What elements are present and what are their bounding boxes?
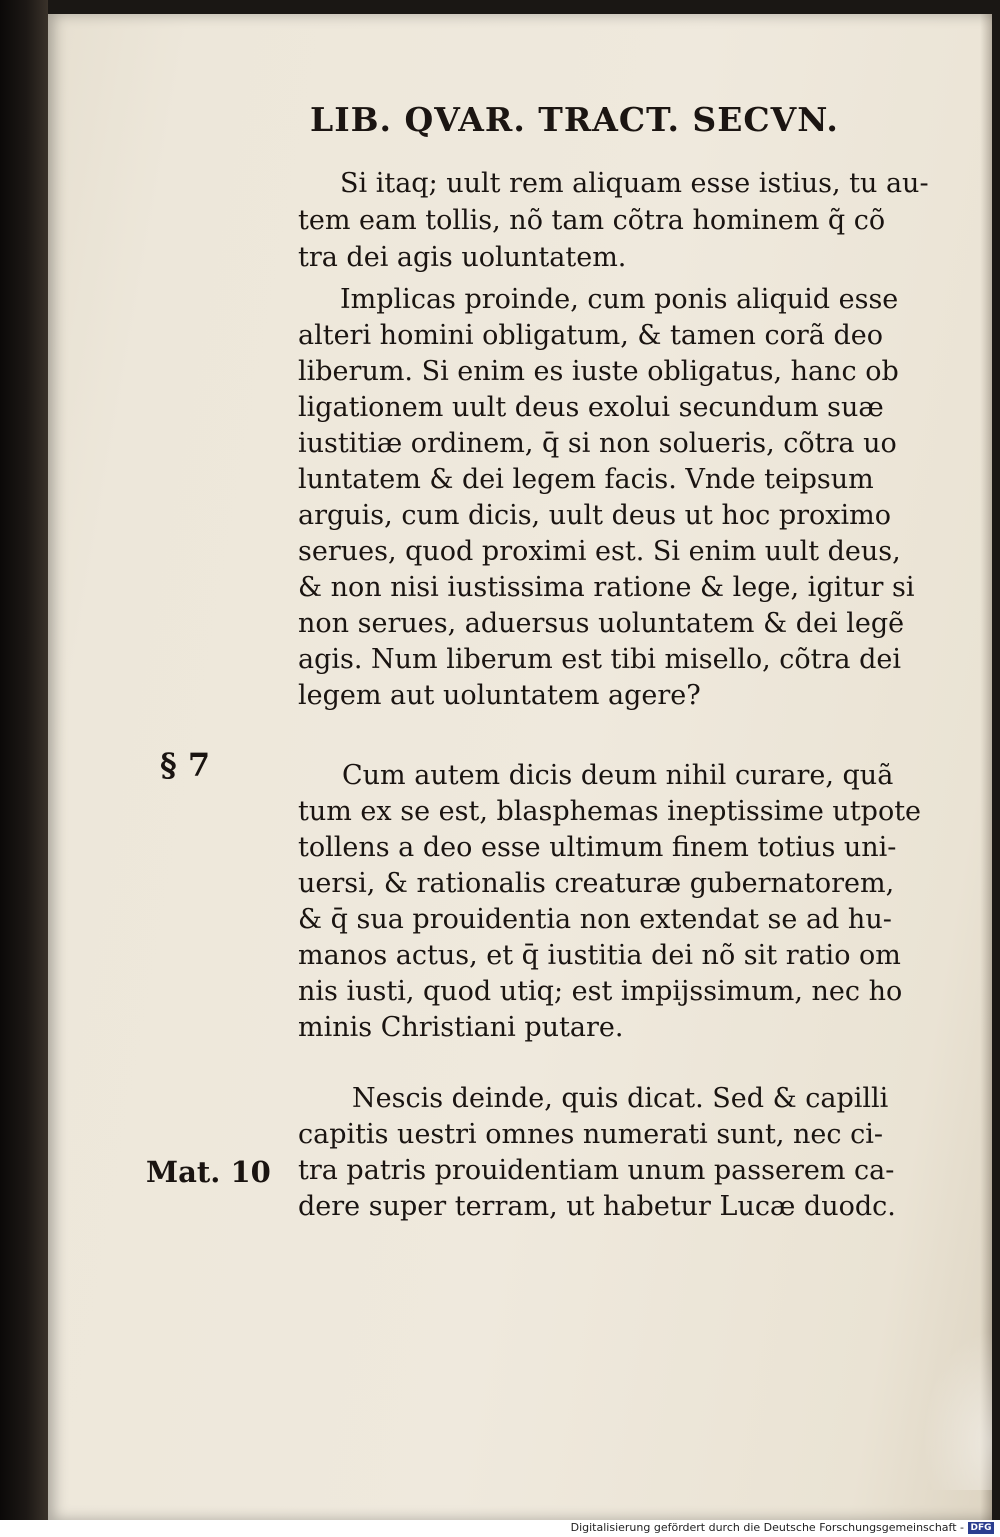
section-mark: § 7 [160, 746, 211, 784]
book-spine [0, 0, 48, 1537]
text-line: Nescis deinde, quis dicat. Sed & capilli [352, 1083, 889, 1114]
text-line: tra patris prouidentiam unum passerem ca- [298, 1155, 895, 1186]
text-line: Cum autem dicis deum nihil curare, quã [342, 760, 894, 791]
text-line: luntatem & dei legem facis. Vnde teipsum [298, 464, 874, 495]
text-line: uersi, & rationalis creaturæ gubernatorem, [298, 868, 895, 899]
text-line: serues, quod proximi est. Si enim uult deus, [298, 536, 901, 567]
running-head: LIB. QVAR. TRACT. SECVN. [310, 100, 839, 139]
text-line: capitis uestri omnes numerati sunt, nec ci- [298, 1119, 883, 1150]
text-line: minis Christiani putare. [298, 1012, 624, 1043]
text-line: alteri homini obligatum, & tamen corã deo [298, 320, 883, 351]
text-line: agis. Num liberum est tibi misello, cõtra dei [298, 644, 901, 675]
text-line: legem aut uoluntatem agere? [298, 680, 701, 711]
text-line: arguis, cum dicis, uult deus ut hoc proximo [298, 500, 891, 531]
text-line: Implicas proinde, cum ponis aliquid esse [340, 284, 899, 315]
text-line: non serues, aduersus uoluntatem & dei legẽ [298, 608, 905, 639]
text-line: iustitiæ ordinem, q̄ si non solueris, cõtra uo [298, 428, 897, 459]
page-corner-wear [922, 1330, 992, 1490]
text-line: dere super terram, ut habetur Lucæ duodc. [298, 1191, 896, 1222]
text-line: nis iusti, quod utiq; est impijssimum, nec ho [298, 976, 903, 1007]
text-line: liberum. Si enim es iuste obligatus, hanc ob [298, 356, 899, 387]
text-line: Si itaq; uult rem aliquam esse istius, tu au- [340, 168, 929, 199]
text-line: tem eam tollis, nõ tam cõtra hominem q̃ cõ [298, 205, 886, 236]
margin-note: Mat. 10 [146, 1155, 271, 1189]
footer-credit: Digitalisierung gefördert durch die Deutsche Forschungsgemeinschaft - [570, 1521, 964, 1534]
text-line: & q̄ sua prouidentia non extendat se ad hu- [298, 904, 892, 935]
book-page [48, 14, 992, 1520]
digitization-footer [0, 1520, 1000, 1537]
text-line: manos actus, et q̄ iustitia dei nõ sit ratio om [298, 940, 901, 971]
text-line: tra dei agis uoluntatem. [298, 242, 627, 273]
text-line: ligationem uult deus exolui secundum suæ [298, 392, 884, 423]
text-line: tollens a deo esse ultimum finem totius uni- [298, 832, 897, 863]
text-line: & non nisi iustissima ratione & lege, igitur si [298, 572, 915, 603]
text-line: tum ex se est, blasphemas ineptissime utpote [298, 796, 922, 827]
dfg-logo: DFG [968, 1522, 994, 1534]
